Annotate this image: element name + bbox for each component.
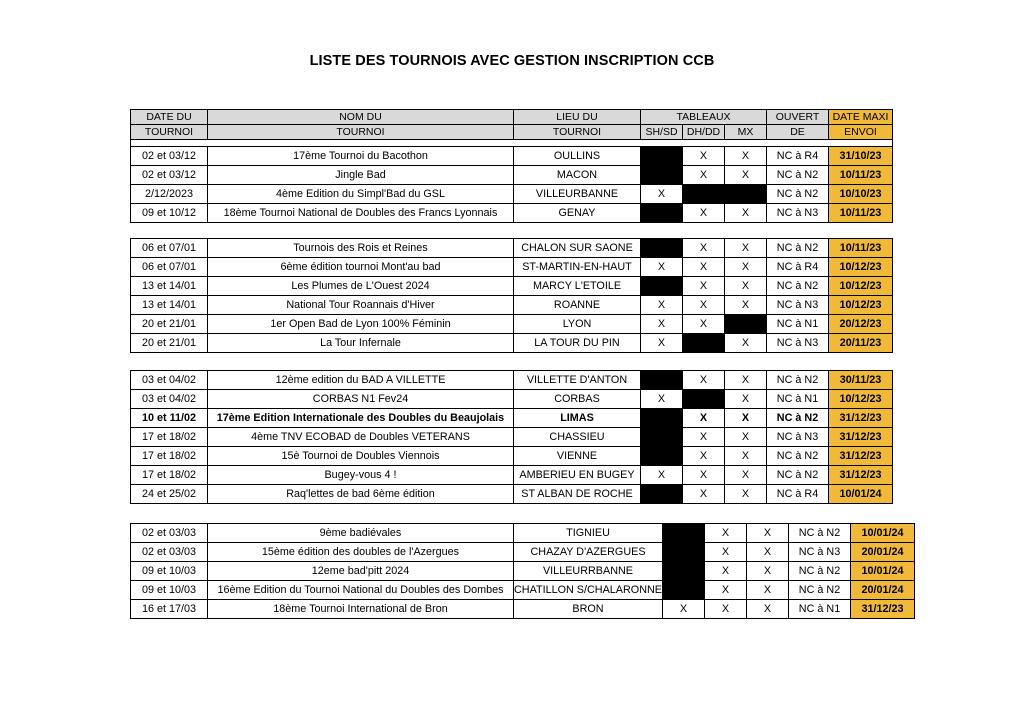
- header-dh-dd: DH/DD: [683, 125, 725, 140]
- tableau-sh-sd-unavailable: [641, 166, 683, 185]
- tableau-sh-sd: X: [641, 258, 683, 277]
- deadline-date: 10/12/23: [829, 390, 893, 409]
- open-level: NC à N3: [789, 543, 851, 562]
- deadline-date: 10/12/23: [829, 277, 893, 296]
- tournament-row: [131, 428, 893, 447]
- tableau-sh-sd-unavailable: [641, 371, 683, 390]
- tournament-date: 02 et 03/03: [131, 524, 208, 543]
- tournament-name: National Tour Roannais d'Hiver: [208, 296, 514, 315]
- header-sh-sd: SH/SD: [641, 125, 683, 140]
- tournament-location: ST ALBAN DE ROCHE: [514, 485, 641, 504]
- open-level: NC à N2: [767, 185, 829, 204]
- tournament-table-february: [130, 370, 893, 504]
- tournament-location: CHAZAY D'AZERGUES: [514, 543, 663, 562]
- tournament-row: [131, 166, 893, 185]
- tournament-name: Raq'lettes de bad 6ème édition: [208, 485, 514, 504]
- tournament-name: 17ème Edition Internationale des Doubles du Beaujolais: [208, 409, 514, 428]
- tournament-location: GENAY: [514, 204, 641, 223]
- tournament-name: 12ème edition du BAD A VILLETTE: [208, 371, 514, 390]
- open-level: NC à N2: [767, 277, 829, 296]
- tableau-mx: X: [725, 371, 767, 390]
- tableau-sh-sd-unavailable: [663, 562, 705, 581]
- spacer-row: [131, 140, 893, 147]
- open-level: NC à N1: [767, 315, 829, 334]
- deadline-date: 10/11/23: [829, 204, 893, 223]
- tournament-row: [131, 562, 915, 581]
- tableau-dh-dd: X: [683, 147, 725, 166]
- deadline-date: 20/11/23: [829, 334, 893, 353]
- deadline-date: 31/10/23: [829, 147, 893, 166]
- open-level: NC à R4: [767, 147, 829, 166]
- tournament-date: 10 et 11/02: [131, 409, 208, 428]
- tournament-name: 18ème Tournoi International de Bron: [208, 600, 514, 619]
- tournament-row: [131, 315, 893, 334]
- tableau-dh-dd: X: [683, 239, 725, 258]
- tournament-row: [131, 296, 893, 315]
- tournament-location: ST-MARTIN-EN-HAUT: [514, 258, 641, 277]
- open-level: NC à N1: [789, 600, 851, 619]
- open-level: NC à R4: [767, 485, 829, 504]
- deadline-date: 10/10/23: [829, 185, 893, 204]
- tableau-dh-dd: X: [683, 447, 725, 466]
- tableau-dh-dd-unavailable: [683, 390, 725, 409]
- tableau-dh-dd: X: [683, 166, 725, 185]
- header-tableaux: TABLEAUX: [641, 110, 767, 125]
- deadline-date: 10/11/23: [829, 239, 893, 258]
- tableau-mx: X: [747, 600, 789, 619]
- tournament-location: BRON: [514, 600, 663, 619]
- tournament-name: CORBAS N1 Fev24: [208, 390, 514, 409]
- tableau-dh-dd: X: [683, 428, 725, 447]
- open-level: NC à N2: [767, 166, 829, 185]
- tournament-row: [131, 466, 893, 485]
- tournament-location: CORBAS: [514, 390, 641, 409]
- tournament-location: LYON: [514, 315, 641, 334]
- deadline-date: 10/01/24: [829, 485, 893, 504]
- tableau-dh-dd: X: [683, 277, 725, 296]
- tournament-location: CHATILLON S/CHALARONNE: [514, 581, 663, 600]
- deadline-date: 31/12/23: [829, 447, 893, 466]
- tableau-sh-sd-unavailable: [641, 277, 683, 296]
- tournament-date: 13 et 14/01: [131, 277, 208, 296]
- header-nom-line1: NOM DU: [208, 110, 514, 125]
- tournament-row: [131, 524, 915, 543]
- tournament-row: [131, 204, 893, 223]
- tableau-dh-dd: X: [683, 315, 725, 334]
- tournament-name: 18ème Tournoi National de Doubles des Francs Lyonnais: [208, 204, 514, 223]
- deadline-date: 10/01/24: [851, 524, 915, 543]
- tournament-location: CHASSIEU: [514, 428, 641, 447]
- tournament-date: 03 et 04/02: [131, 371, 208, 390]
- tournament-location: CHALON SUR SAONE: [514, 239, 641, 258]
- tournament-name: 4ème Edition du Simpl'Bad du GSL: [208, 185, 514, 204]
- open-level: NC à N3: [767, 204, 829, 223]
- tableau-mx: X: [725, 409, 767, 428]
- tournament-name: 6ème édition tournoi Mont'au bad: [208, 258, 514, 277]
- tournament-location: MACON: [514, 166, 641, 185]
- tableau-mx: X: [725, 296, 767, 315]
- tableau-mx: X: [725, 204, 767, 223]
- tournament-table-march: [130, 523, 915, 619]
- header-row-1: [131, 110, 893, 125]
- deadline-date: 20/12/23: [829, 315, 893, 334]
- header-lieu-line2: TOURNOI: [514, 125, 641, 140]
- tournament-date: 09 et 10/12: [131, 204, 208, 223]
- tournament-name: Les Plumes de L'Ouest 2024: [208, 277, 514, 296]
- tournament-location: OULLINS: [514, 147, 641, 166]
- tableau-sh-sd-unavailable: [641, 409, 683, 428]
- tournament-row: [131, 334, 893, 353]
- tableau-sh-sd: X: [641, 315, 683, 334]
- header-ouvert-line1: OUVERT: [767, 110, 829, 125]
- tableau-mx: X: [725, 334, 767, 353]
- tableau-sh-sd-unavailable: [641, 447, 683, 466]
- header-nom-line2: TOURNOI: [208, 125, 514, 140]
- tournament-date: 16 et 17/03: [131, 600, 208, 619]
- tournament-row: [131, 600, 915, 619]
- tournament-name: 15ème édition des doubles de l'Azergues: [208, 543, 514, 562]
- tableau-mx: X: [725, 447, 767, 466]
- tournament-row: [131, 485, 893, 504]
- open-level: NC à N2: [767, 371, 829, 390]
- tableau-dh-dd: X: [705, 524, 747, 543]
- open-level: NC à N1: [767, 390, 829, 409]
- tableau-sh-sd: X: [641, 185, 683, 204]
- tableau-sh-sd-unavailable: [663, 581, 705, 600]
- deadline-date: 10/12/23: [829, 296, 893, 315]
- tournament-date: 02 et 03/12: [131, 166, 208, 185]
- tableau-mx-unavailable: [725, 185, 767, 204]
- tournament-name: 16ème Edition du Tournoi National du Doubles des Dombes: [208, 581, 514, 600]
- tournament-date: 09 et 10/03: [131, 581, 208, 600]
- tournament-location: VILLEURBANNE: [514, 185, 641, 204]
- header-lieu-line1: LIEU DU: [514, 110, 641, 125]
- deadline-date: 10/11/23: [829, 166, 893, 185]
- tournament-row: [131, 543, 915, 562]
- tournament-name: 15è Tournoi de Doubles Viennois: [208, 447, 514, 466]
- tournament-date: 20 et 21/01: [131, 315, 208, 334]
- tableau-dh-dd: X: [683, 371, 725, 390]
- tableau-mx: X: [747, 543, 789, 562]
- tableau-dh-dd: X: [683, 258, 725, 277]
- tournament-date: 17 et 18/02: [131, 428, 208, 447]
- open-level: NC à N3: [767, 428, 829, 447]
- tableau-dh-dd: X: [705, 600, 747, 619]
- deadline-date: 31/12/23: [829, 428, 893, 447]
- deadline-date: 31/12/23: [829, 409, 893, 428]
- open-level: NC à N2: [789, 581, 851, 600]
- header-date-line2: TOURNOI: [131, 125, 208, 140]
- tournament-date: 02 et 03/03: [131, 543, 208, 562]
- deadline-date: 10/01/24: [851, 562, 915, 581]
- header-ouvert-line2: DE: [767, 125, 829, 140]
- header-mx: MX: [725, 125, 767, 140]
- tableau-sh-sd-unavailable: [641, 239, 683, 258]
- tournament-row: [131, 147, 893, 166]
- tableau-mx: X: [725, 277, 767, 296]
- tableau-dh-dd: X: [683, 485, 725, 504]
- tableau-sh-sd: X: [663, 600, 705, 619]
- tableau-dh-dd: X: [683, 296, 725, 315]
- tournament-location: VILLETTE D'ANTON: [514, 371, 641, 390]
- page-title: LISTE DES TOURNOIS AVEC GESTION INSCRIPTION CCB: [309, 53, 715, 69]
- open-level: NC à R4: [767, 258, 829, 277]
- tournament-row: [131, 185, 893, 204]
- open-level: NC à N3: [767, 296, 829, 315]
- tournament-date: 02 et 03/12: [131, 147, 208, 166]
- tableau-sh-sd: X: [641, 466, 683, 485]
- tableau-sh-sd: X: [641, 390, 683, 409]
- tableau-dh-dd-unavailable: [683, 334, 725, 353]
- tableau-mx: X: [725, 390, 767, 409]
- tournament-date: 03 et 04/02: [131, 390, 208, 409]
- deadline-date: 31/12/23: [829, 466, 893, 485]
- tableau-dh-dd: X: [683, 466, 725, 485]
- tournament-name: Jingle Bad: [208, 166, 514, 185]
- tableau-sh-sd-unavailable: [641, 204, 683, 223]
- tournament-table-january: [130, 238, 893, 353]
- tournament-date: 17 et 18/02: [131, 466, 208, 485]
- open-level: NC à N3: [767, 334, 829, 353]
- deadline-date: 20/01/24: [851, 543, 915, 562]
- open-level: NC à N2: [767, 466, 829, 485]
- tournament-location: TIGNIEU: [514, 524, 663, 543]
- tournament-date: 06 et 07/01: [131, 258, 208, 277]
- tableau-sh-sd: X: [641, 296, 683, 315]
- tableau-dh-dd-unavailable: [683, 185, 725, 204]
- tournament-date: 20 et 21/01: [131, 334, 208, 353]
- deadline-date: 10/12/23: [829, 258, 893, 277]
- tournament-date: 17 et 18/02: [131, 447, 208, 466]
- tableau-sh-sd-unavailable: [641, 485, 683, 504]
- tableau-mx: X: [725, 466, 767, 485]
- tournament-row: [131, 409, 893, 428]
- tournament-name: La Tour Infernale: [208, 334, 514, 353]
- header-date-line1: DATE DU: [131, 110, 208, 125]
- tableau-sh-sd: X: [641, 334, 683, 353]
- tournament-row: [131, 447, 893, 466]
- open-level: NC à N2: [767, 447, 829, 466]
- tournament-location: VIENNE: [514, 447, 641, 466]
- tournament-location: VILLEURRBANNE: [514, 562, 663, 581]
- tournament-location: LA TOUR DU PIN: [514, 334, 641, 353]
- tableau-mx: X: [747, 562, 789, 581]
- tournament-location: AMBERIEU EN BUGEY: [514, 466, 641, 485]
- tournament-name: Tournois des Rois et Reines: [208, 239, 514, 258]
- tableau-mx: X: [725, 166, 767, 185]
- deadline-date: 31/12/23: [851, 600, 915, 619]
- deadline-date: 30/11/23: [829, 371, 893, 390]
- deadline-date: 20/01/24: [851, 581, 915, 600]
- tournament-row: [131, 581, 915, 600]
- tableau-sh-sd-unavailable: [641, 147, 683, 166]
- tournament-name: 9ème badiévales: [208, 524, 514, 543]
- tableau-mx: X: [725, 239, 767, 258]
- tableau-mx: X: [747, 581, 789, 600]
- tournament-date: 13 et 14/01: [131, 296, 208, 315]
- tournament-location: LIMAS: [514, 409, 641, 428]
- tableau-mx: X: [725, 147, 767, 166]
- tableau-mx: X: [747, 524, 789, 543]
- open-level: NC à N2: [789, 524, 851, 543]
- tableau-dh-dd: X: [705, 543, 747, 562]
- tournament-date: 2/12/2023: [131, 185, 208, 204]
- tournament-location: ROANNE: [514, 296, 641, 315]
- header-date-maxi-line2: ENVOI: [829, 125, 893, 140]
- tournament-row: [131, 371, 893, 390]
- tableau-sh-sd-unavailable: [663, 543, 705, 562]
- tableau-sh-sd-unavailable: [641, 428, 683, 447]
- tournament-name: 17ème Tournoi du Bacothon: [208, 147, 514, 166]
- tableau-mx-unavailable: [725, 315, 767, 334]
- tournament-date: 06 et 07/01: [131, 239, 208, 258]
- tournament-location: MARCY L'ETOILE: [514, 277, 641, 296]
- tournament-date: 09 et 10/03: [131, 562, 208, 581]
- tableau-sh-sd-unavailable: [663, 524, 705, 543]
- tableau-dh-dd: X: [705, 562, 747, 581]
- tournament-row: [131, 390, 893, 409]
- tournament-name: 1er Open Bad de Lyon 100% Féminin: [208, 315, 514, 334]
- tournament-name: 12eme bad'pitt 2024: [208, 562, 514, 581]
- open-level: NC à N2: [767, 239, 829, 258]
- tableau-dh-dd: X: [683, 204, 725, 223]
- tableau-dh-dd: X: [683, 409, 725, 428]
- open-level: NC à N2: [767, 409, 829, 428]
- tournament-date: 24 et 25/02: [131, 485, 208, 504]
- tableau-mx: X: [725, 428, 767, 447]
- tournament-table-december: [130, 109, 893, 223]
- tournament-row: [131, 239, 893, 258]
- tournament-name: Bugey-vous 4 !: [208, 466, 514, 485]
- tournament-row: [131, 277, 893, 296]
- tableau-dh-dd: X: [705, 581, 747, 600]
- tableau-mx: X: [725, 258, 767, 277]
- open-level: NC à N2: [789, 562, 851, 581]
- tournament-name: 4ème TNV ECOBAD de Doubles VETERANS: [208, 428, 514, 447]
- tableau-mx: X: [725, 485, 767, 504]
- header-date-maxi-line1: DATE MAXI: [829, 110, 893, 125]
- header-row-2: [131, 125, 893, 140]
- tournament-row: [131, 258, 893, 277]
